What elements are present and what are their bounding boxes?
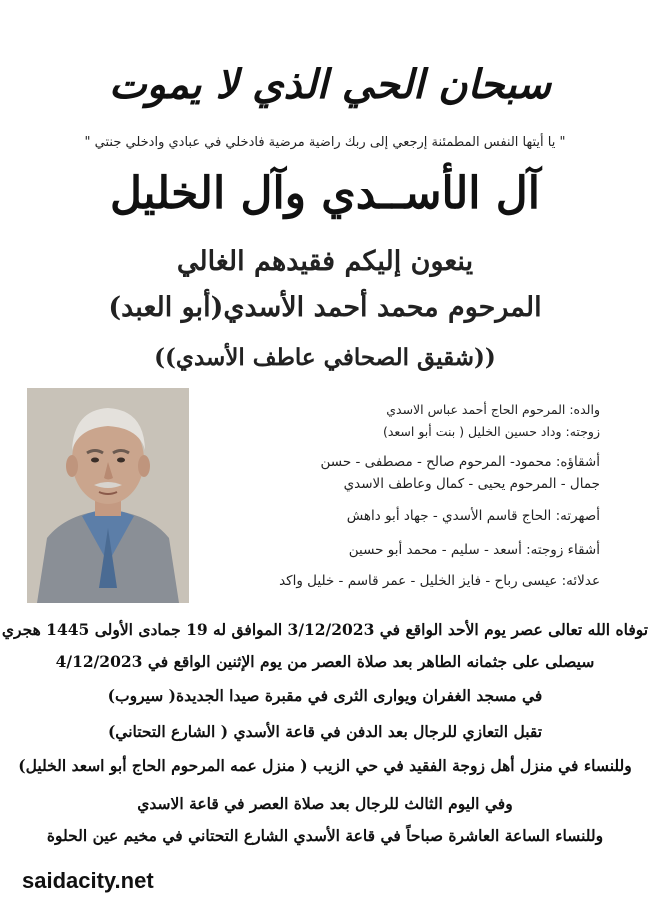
relative-wife-siblings: أشقاء زوجته: أسعد - سليم - محمد أبو حسين (348, 542, 600, 558)
announcement-line: ينعون إليكم فقيدهم الغالي (176, 246, 474, 277)
relative-co-in-laws: عدلائه: عيسى رباح - فايز الخليل - عمر قاسم - خليل واكد (279, 573, 600, 589)
deceased-name: المرحوم محمد أحمد الأسدي(أبو العبد) (108, 292, 542, 323)
calligraphy-header (108, 40, 552, 125)
quran-verse: " يا أيتها النفس المطمئنة إرجعي إلى ربك راضية مرضية فادخلي في عبادي وادخلي جنتي " (84, 135, 566, 150)
relative-brothers-2: جمال - المرحوم يحيى - كمال وعاطف الاسدي (343, 476, 600, 492)
family-title: آل الأســدي وآل الخليل (109, 168, 540, 219)
notice-burial: في مسجد الغفران ويوارى الثرى في مقبرة صيدا الجديدة( سيروب) (107, 686, 543, 705)
portrait-photo (27, 388, 189, 603)
notice-third-day-women: وللنساء الساعة العاشرة صباحاً في قاعة الأسدي الشارع التحتاني في مخيم عين الحلوة (46, 826, 604, 845)
notice-condolence-women: وللنساء في منزل أهل زوجة الفقيد في حي الزيب ( منزل عمه المرحوم الحاج أبو اسعد الخليل) (18, 756, 632, 775)
notice-prayer: سيصلى على جثمانه الطاهر بعد صلاة العصر من يوم الإثنين الواقع في 4/12/2023 (55, 652, 595, 671)
calligraphy-art (108, 40, 552, 125)
notice-condolence-men: تقبل التعازي للرجال بعد الدفن في قاعة الأسدي ( الشارع التحتاني) (107, 722, 543, 741)
site-watermark: saidacity.net (22, 868, 154, 893)
relative-in-laws: أصهرته: الحاج قاسم الأسدي - جهاد أبو داهش (346, 508, 600, 524)
relative-wife: زوجته: وداد حسين الخليل ( بنت أبو اسعد) (382, 424, 600, 439)
notice-death-date: توفاه الله تعالى عصر يوم الأحد الواقع في 3/12/2023 الموافق له 19 جمادى الأولى 1445 هجري (1, 620, 649, 639)
deceased-relation: ((شقيق الصحافي عاطف الأسدي)) (154, 344, 496, 371)
relative-brothers-1: أشقاؤه: محمود- المرحوم صالح - مصطفى - حسن (320, 454, 600, 470)
notice-third-day-men: وفي اليوم الثالث للرجال بعد صلاة العصر في قاعة الاسدي (137, 794, 513, 813)
calligraphy-text: سبحان الحي الذي لا يموت (108, 61, 552, 108)
portrait-illustration (27, 388, 189, 603)
relative-father: والده: المرحوم الحاج أحمد عباس الاسدي (386, 402, 600, 417)
